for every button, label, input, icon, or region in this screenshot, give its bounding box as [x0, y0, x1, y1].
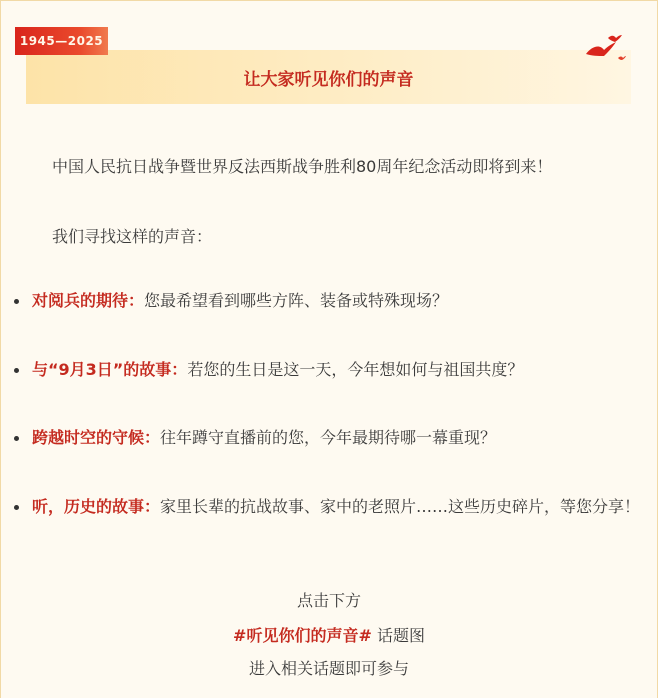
footer-line-1: 点击下方: [296, 591, 361, 610]
bullet-icon: [14, 505, 19, 510]
footer-hashtag-line: [0, 623, 658, 646]
footer-line-3: 进入相关话题即可参与: [248, 659, 409, 678]
year-range-badge: 1945—2025: [15, 27, 108, 55]
item-label: 跨越时空的守候：: [32, 428, 161, 447]
item-label: 对阅兵的期待：: [32, 291, 145, 310]
bullet-icon: [14, 299, 19, 304]
item-text: 若您的生日是这一天，今年想如何与祖国共度？: [187, 360, 524, 379]
item-label: 与“9月3日”的故事：: [32, 360, 188, 379]
bullet-icon: [14, 436, 19, 441]
bullet-icon: [14, 368, 19, 373]
item-text: 往年蹲守直播前的您，今年最期待哪一幕重现？: [160, 428, 497, 447]
list-item: [14, 490, 644, 524]
hashtag-link[interactable]: #听见你们的声音#: [233, 626, 372, 645]
item-text: 家里长辈的抗战故事、家中的老照片……这些历史碎片，等您分享！: [160, 497, 641, 516]
list-item: [14, 284, 644, 318]
page-title: 让大家听见你们的声音: [243, 69, 414, 90]
dove-birds-icon: [582, 32, 632, 68]
item-label: 听，历史的故事：: [32, 497, 161, 516]
item-text: 您最希望看到哪些方阵、装备或特殊现场？: [144, 291, 449, 310]
hashtag-suffix: 话题图: [371, 626, 425, 645]
intro-line-2: 我们寻找这样的声音：: [52, 227, 213, 246]
list-item: [14, 421, 644, 455]
intro-line-1: 中国人民抗日战争暨世界反法西斯战争胜利80周年纪念活动即将到来！: [52, 157, 553, 176]
list-item: [14, 353, 644, 387]
